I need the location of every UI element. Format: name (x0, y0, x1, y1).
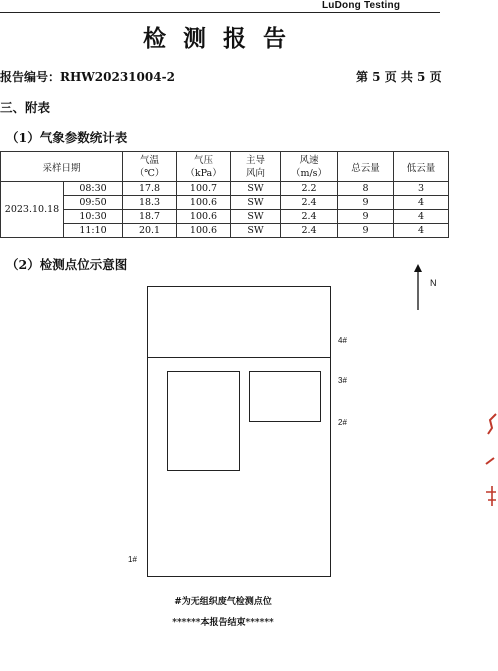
seal-fragment-icon (482, 410, 498, 520)
point-1-label: 1# (128, 555, 137, 564)
cell-wind-dir: SW (231, 196, 281, 210)
weather-table (0, 151, 449, 238)
cell-wind-speed: 2.4 (281, 210, 338, 224)
subsection-weather-table: （1）气象参数统计表 (6, 130, 128, 145)
header-wind-speed: 风速 （m/s） (281, 152, 338, 182)
cell-total-cloud: 9 (338, 196, 394, 210)
page-title: 检测报告 (143, 25, 303, 52)
section-heading: 三、附表 (0, 100, 51, 115)
sample-date: 2023.10.18 (1, 182, 64, 238)
cell-wind-speed: 2.4 (281, 196, 338, 210)
cell-pressure: 100.7 (177, 182, 231, 196)
cell-wind-dir: SW (231, 182, 281, 196)
building-left (167, 371, 240, 471)
cell-low-cloud: 4 (394, 210, 449, 224)
table-row (1, 196, 449, 210)
cell-low-cloud: 4 (394, 224, 449, 238)
cell-total-cloud: 9 (338, 224, 394, 238)
cell-low-cloud: 3 (394, 182, 449, 196)
cell-wind-dir: SW (231, 224, 281, 238)
site-divider (147, 357, 331, 358)
header-rule (0, 12, 440, 13)
table-row (1, 224, 449, 238)
cell-time: 08:30 (64, 182, 123, 196)
cell-time: 09:50 (64, 196, 123, 210)
table-header-row (1, 152, 449, 182)
point-4-label: 4# (338, 336, 347, 345)
cell-temp: 18.7 (123, 210, 177, 224)
building-right (249, 371, 321, 422)
subsection-site-diagram: （2）检测点位示意图 (6, 257, 128, 272)
cell-wind-speed: 2.2 (281, 182, 338, 196)
cell-pressure: 100.6 (177, 196, 231, 210)
north-label: N (430, 278, 437, 288)
cell-total-cloud: 9 (338, 210, 394, 224)
point-2-label: 2# (338, 418, 347, 427)
cell-time: 10:30 (64, 210, 123, 224)
cell-total-cloud: 8 (338, 182, 394, 196)
cell-pressure: 100.6 (177, 224, 231, 238)
table-row (1, 182, 449, 196)
table-row (1, 210, 449, 224)
page-info: 第 5 页 共 5 页 (356, 70, 442, 84)
north-arrow-icon (411, 264, 425, 310)
cell-temp: 17.8 (123, 182, 177, 196)
cell-pressure: 100.6 (177, 210, 231, 224)
cell-wind-dir: SW (231, 210, 281, 224)
header-temp: 气温 （℃） (123, 152, 177, 182)
header-pressure: 气压 （kPa） (177, 152, 231, 182)
header-low-cloud: 低云量 (394, 152, 449, 182)
cell-temp: 18.3 (123, 196, 177, 210)
report-number: 报告编号：RHW20231004-2 (0, 70, 175, 84)
diagram-legend: #为无组织废气检测点位 (174, 597, 272, 607)
header-total-cloud: 总云量 (338, 152, 394, 182)
header-wind-dir: 主导 风向 (231, 152, 281, 182)
point-3-label: 3# (338, 376, 347, 385)
report-end-mark: ******本报告结束****** (172, 618, 274, 628)
cell-time: 11:10 (64, 224, 123, 238)
header-date: 采样日期 (1, 152, 123, 182)
cell-low-cloud: 4 (394, 196, 449, 210)
cell-temp: 20.1 (123, 224, 177, 238)
cell-wind-speed: 2.4 (281, 224, 338, 238)
brand-label: LuDong Testing (322, 0, 401, 11)
